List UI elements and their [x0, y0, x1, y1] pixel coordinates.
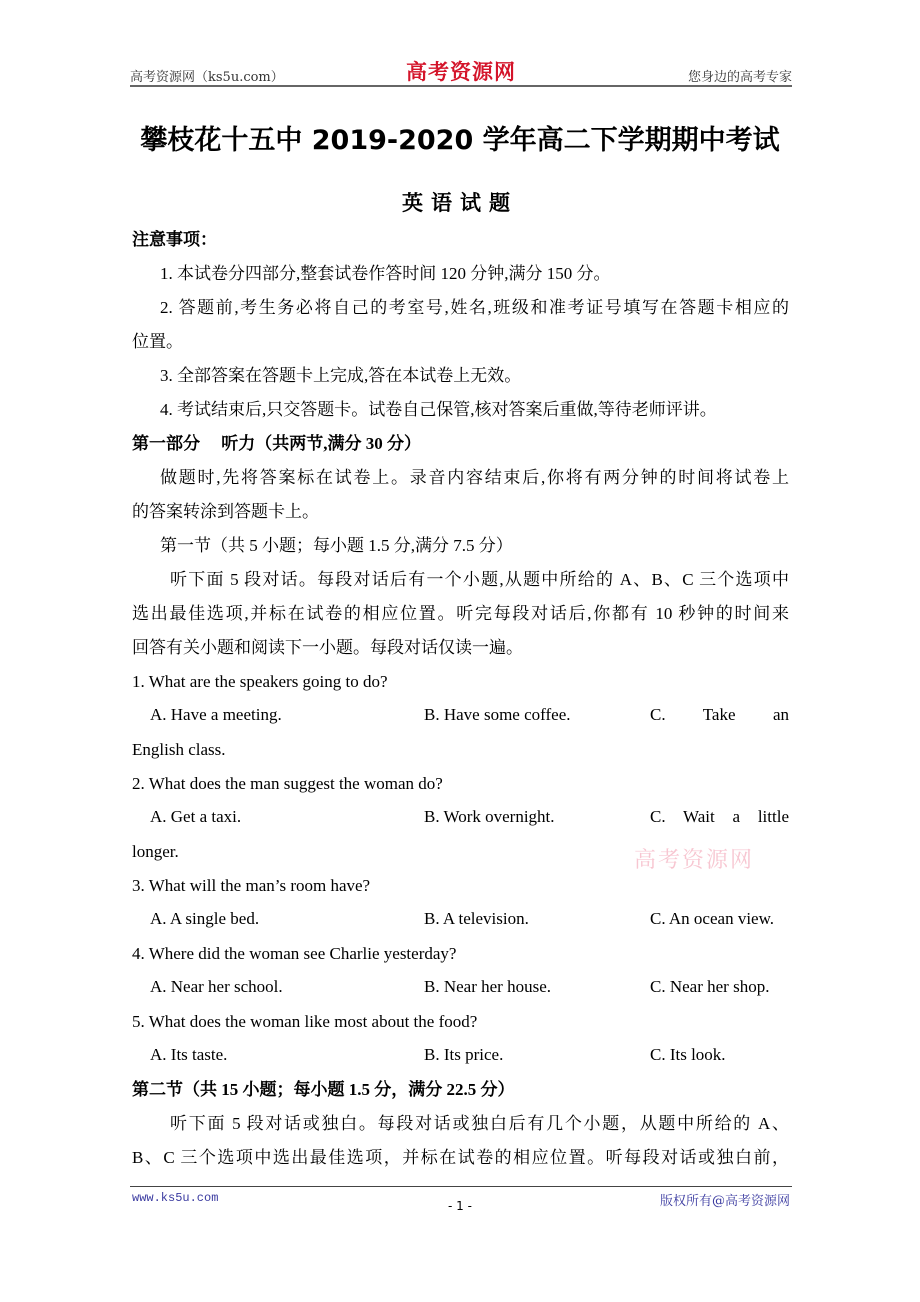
header-site-name: 高考资源网（ks5u.com） — [130, 70, 284, 85]
question-3-stem: 3. What will the man’s room have? — [132, 876, 371, 895]
exam-subtitle: 英语试题 — [402, 191, 518, 215]
part1-intro-line-2: 的答案转涂到答题卡上。 — [132, 502, 319, 521]
question-2-option-b: B. Work overnight. — [424, 807, 555, 826]
question-5-option-c: C. Its look. — [650, 1045, 726, 1064]
footer-website-link[interactable]: www.ks5u.com — [132, 1191, 219, 1205]
question-2-option-c: C. Wait a little — [650, 807, 789, 826]
section1-instructions-line-2: 选出最佳选项,并标在试卷的相应位置。听完每段对话后,你都有 10 秒钟的时间来 — [132, 604, 789, 623]
section1-heading: 第一节（共 5 小题；每小题 1.5 分,满分 7.5 分） — [160, 536, 513, 555]
question-1-option-c: C. Take an — [650, 705, 789, 724]
header-slogan: 您身边的高考专家 — [687, 70, 792, 85]
section2-instructions-line-1: 听下面 5 段对话或独白。每段对话或独白后有几个小题，从题中所给的 A、 — [170, 1114, 789, 1133]
page-header — [130, 56, 792, 86]
notice-heading: 注意事项： — [132, 230, 217, 249]
question-5-option-a: A. Its taste. — [150, 1045, 228, 1064]
footer-divider — [130, 1186, 792, 1187]
part1-heading: 第一部分 听力（共两节,满分 30 分） — [132, 434, 421, 453]
question-4-stem: 4. Where did the woman see Charlie yesterday? — [132, 944, 457, 963]
question-2-stem: 2. What does the man suggest the woman do? — [132, 774, 443, 793]
question-1-stem: 1. What are the speakers going to do? — [132, 672, 388, 691]
question-1-option-c-cont: English class. — [132, 740, 226, 759]
notice-item-4: 4. 考试结束后,只交答题卡。试卷自己保管,核对答案后重做,等待老师评讲。 — [160, 400, 717, 419]
watermark: 高考资源网 — [634, 848, 755, 873]
part1-intro-line-1: 做题时,先将答案标在试卷上。录音内容结束后,你将有两分钟的时间将试卷上 — [160, 468, 789, 487]
header-logo: 高考资源网 — [406, 59, 516, 84]
question-1-option-b: B. Have some coffee. — [424, 705, 571, 724]
footer-copyright: 版权所有@高考资源网 — [659, 1194, 790, 1209]
section2-instructions-line-2: B、C 三个选项中选出最佳选项，并标在试卷的相应位置。听每段对话或独白前， — [132, 1148, 789, 1167]
question-3-option-a: A. A single bed. — [150, 909, 260, 928]
question-1-option-a: A. Have a meeting. — [150, 705, 282, 724]
section1-instructions-line-3: 回答有关小题和阅读下一小题。每段对话仅读一遍。 — [132, 638, 523, 657]
question-4-option-a: A. Near her school. — [150, 977, 283, 996]
section2-heading: 第二节（共 15 小题；每小题 1.5 分，满分 22.5 分） — [132, 1080, 515, 1099]
notice-item-2: 2. 答题前,考生务必将自己的考室号,姓名,班级和准考证号填写在答题卡相应的 — [160, 298, 789, 317]
notice-item-1: 1. 本试卷分四部分,整套试卷作答时间 120 分钟,满分 150 分。 — [160, 264, 611, 283]
question-4-option-b: B. Near her house. — [424, 977, 551, 996]
exam-title: 攀枝花十五中 2019-2020 学年高二下学期期中考试 — [140, 125, 780, 156]
question-5-stem: 5. What does the woman like most about the food? — [132, 1012, 478, 1031]
question-2-option-a: A. Get a taxi. — [150, 807, 242, 826]
notice-item-2-cont: 位置。 — [132, 332, 183, 351]
question-2-option-c-cont: longer. — [132, 842, 179, 861]
section1-instructions-line-1: 听下面 5 段对话。每段对话后有一个小题,从题中所给的 A、B、C 三个选项中 — [170, 570, 789, 589]
question-3-option-c: C. An ocean view. — [650, 909, 775, 928]
notice-item-3: 3. 全部答案在答题卡上完成,答在本试卷上无效。 — [160, 366, 522, 385]
header-divider — [130, 85, 792, 87]
question-3-option-b: B. A television. — [424, 909, 529, 928]
question-5-option-b: B. Its price. — [424, 1045, 504, 1064]
question-4-option-c: C. Near her shop. — [650, 977, 770, 996]
page-number: - 1 - — [448, 1199, 472, 1213]
